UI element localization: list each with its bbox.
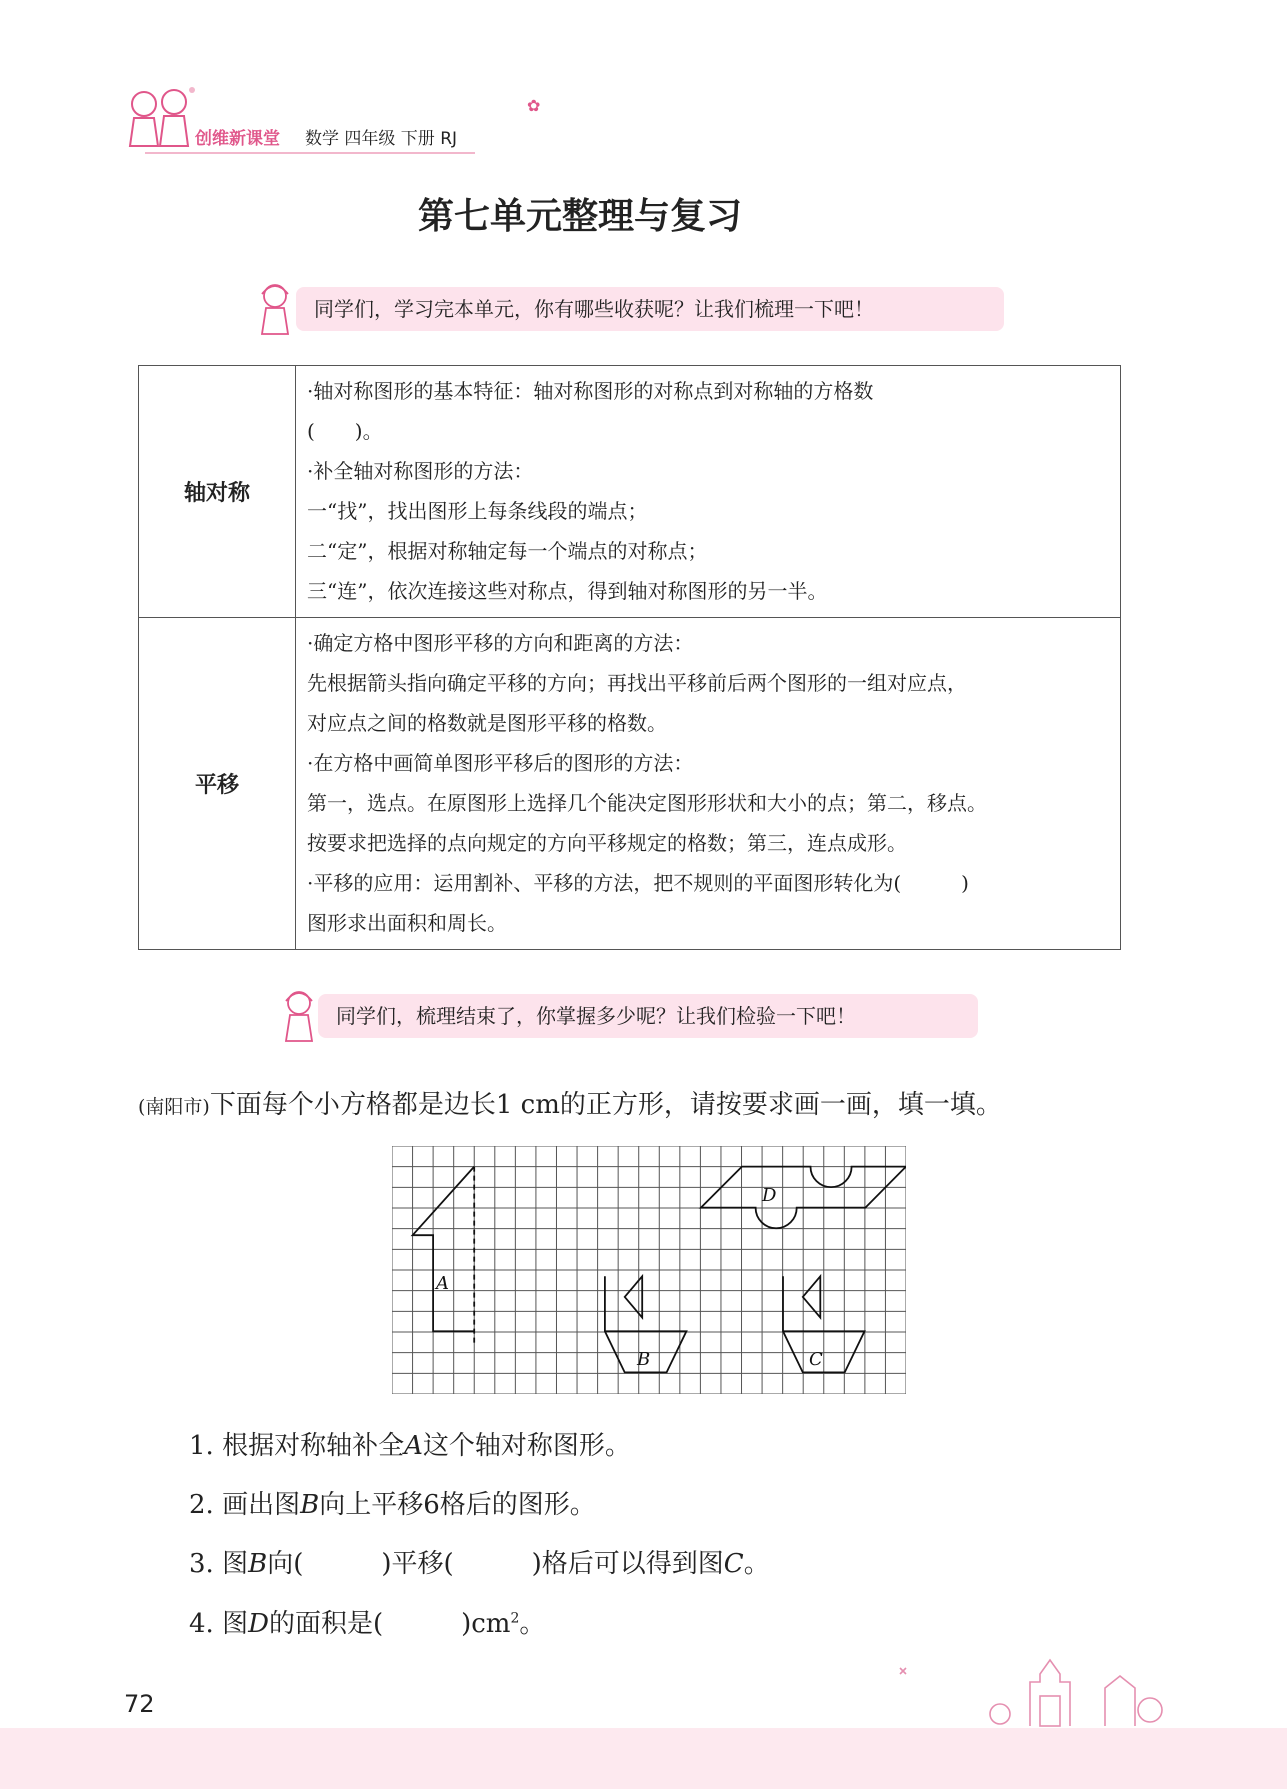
content-line: ·平移的应用：运用割补、平移的方法，把不规则的平面图形转化为( ) — [307, 871, 969, 895]
page-title: 第七单元整理与复习 — [417, 196, 742, 237]
problem-text: 下面每个小方格都是边长1 cm的正方形，请按要求画一画，填一填。 — [209, 1090, 1002, 1120]
castle-decoration-icon — [880, 1648, 1170, 1728]
review-table — [138, 365, 1121, 950]
question-1: 1. 根据对称轴补全A这个轴对称图形。 — [189, 1431, 631, 1461]
content-line: 二“定”，根据对称轴定每一个端点的对称点； — [307, 539, 708, 563]
content-line: ·轴对称图形的基本特征：轴对称图形的对称点到对称轴的方格数 — [307, 379, 874, 403]
problem-statement — [138, 1084, 1002, 1121]
content-line: 图形求出面积和周长。 — [307, 911, 507, 935]
content-line: ( )。 — [307, 419, 383, 443]
content-line: 先根据箭头指向确定平移的方向；再找出平移前后两个图形的一组对应点， — [307, 671, 967, 695]
content-line: 一“找”，找出图形上每条线段的端点； — [307, 499, 648, 523]
page-number: 72 — [124, 1690, 155, 1718]
content-cell — [296, 366, 1121, 618]
topic-cell: 轴对称 — [139, 366, 296, 618]
content-line: 第一，选点。在原图形上选择几个能决定图形形状和大小的点；第二，移点。 — [307, 791, 987, 815]
girl-mascot-icon — [276, 987, 322, 1043]
question-4: 4. 图D的面积是( )$cm^2$。 — [189, 1609, 546, 1639]
label-d: D — [762, 1185, 777, 1206]
footer-band — [0, 1728, 1287, 1789]
content-line: 三“连”，依次连接这些对称点，得到轴对称图形的另一半。 — [307, 579, 828, 603]
content-line: 对应点之间的格数就是图形平移的格数。 — [307, 711, 667, 735]
content-line: ·补全轴对称图形的方法： — [307, 459, 534, 483]
header-brand: 创维新课堂 — [195, 129, 280, 149]
grid-figure — [392, 1146, 906, 1394]
question-3: 3. 图B向( )平移( )格后可以得到图C。 — [189, 1549, 770, 1579]
tip-banner-check: 同学们，梳理结束了，你掌握多少呢？让我们检验一下吧！ — [318, 994, 978, 1038]
table-row — [139, 618, 1121, 950]
problem-source: (南阳市) — [138, 1096, 210, 1118]
label-c: C — [809, 1349, 823, 1370]
content-line: ·确定方格中图形平移的方向和距离的方法： — [307, 631, 694, 655]
header-subject: 数学 四年级 下册 RJ — [305, 129, 458, 149]
header-kids-illustration — [122, 84, 200, 156]
flower-icon: ✿ — [527, 96, 541, 115]
content-line: 按要求把选择的点向规定的方向平移规定的格数；第三，连点成形。 — [307, 831, 907, 855]
label-b: B — [637, 1349, 651, 1370]
content-line: ·在方格中画简单图形平移后的图形的方法： — [307, 751, 694, 775]
table-row — [139, 366, 1121, 618]
content-cell — [296, 618, 1121, 950]
topic-cell: 平移 — [139, 618, 296, 950]
label-a: A — [436, 1273, 449, 1294]
question-2: 2. 画出图B向上平移6格后的图形。 — [189, 1490, 596, 1520]
tip-banner-review: 同学们，学习完本单元，你有哪些收获呢？让我们梳理一下吧！ — [296, 287, 1004, 331]
header-underline — [145, 152, 475, 154]
girl-mascot-icon — [252, 280, 298, 336]
